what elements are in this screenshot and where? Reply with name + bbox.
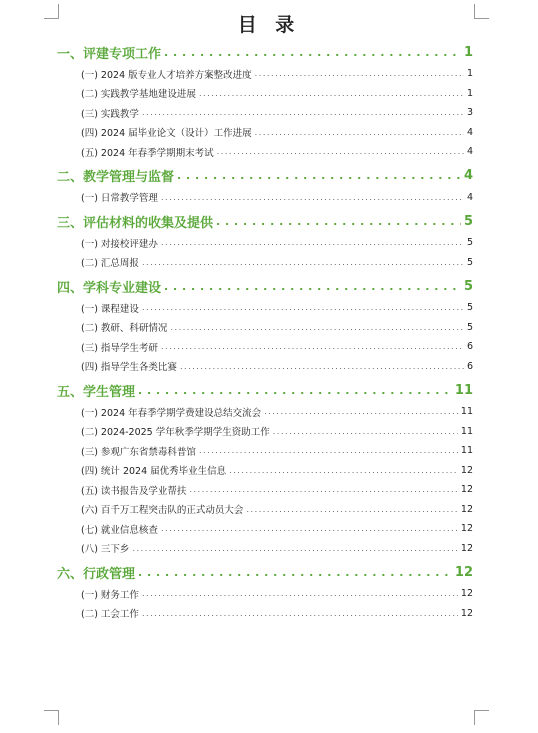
toc-subsection-label: (一) 对接校评建办 <box>81 238 158 250</box>
toc-section-entry[interactable] <box>57 378 473 402</box>
toc-leader-dots <box>180 362 464 371</box>
toc-subsection-entry[interactable] <box>57 103 473 123</box>
toc-subsection-label: (四) 指导学生各类比赛 <box>81 362 177 374</box>
toc-page-number: 5 <box>463 278 473 294</box>
toc-leader-dots <box>255 69 464 78</box>
toc-page-number: 4 <box>466 191 473 203</box>
toc-leader-dots <box>255 128 464 137</box>
toc-leader-dots <box>264 407 458 416</box>
toc-page-number: 12 <box>460 588 473 600</box>
toc-title: 目 录 <box>237 14 301 36</box>
toc-page-number: 5 <box>463 213 473 229</box>
toc-leader-dots <box>273 427 458 436</box>
toc-leader-dots <box>217 147 464 156</box>
toc-subsection-entry[interactable] <box>57 253 473 273</box>
toc-section-entry[interactable] <box>57 164 473 188</box>
toc-subsection-entry[interactable] <box>57 357 473 377</box>
toc-subsection-label: (二) 实践教学基地建设进展 <box>81 89 196 101</box>
toc-leader-dots <box>177 169 461 182</box>
toc-leader-dots <box>164 280 461 293</box>
toc-page-number: 12 <box>460 484 473 496</box>
toc-subsection-entry[interactable] <box>57 500 473 520</box>
toc-leader-dots <box>189 485 457 494</box>
toc-leader-dots <box>199 89 464 98</box>
toc-page-number: 3 <box>466 107 473 119</box>
toc-subsection-entry[interactable] <box>57 84 473 104</box>
toc-section-entry[interactable] <box>57 40 473 64</box>
toc-leader-dots <box>138 384 452 397</box>
toc-page-number: 12 <box>460 523 473 535</box>
toc-page-number: 12 <box>460 607 473 619</box>
toc-section-label: 二、教学管理与监督 <box>57 170 175 185</box>
toc-subsection-label: (二) 工会工作 <box>81 609 139 621</box>
toc-section-label: 三、评估材料的收集及提供 <box>57 215 214 231</box>
toc-subsection-label: (三) 参观广东省禁毒科普馆 <box>81 446 196 458</box>
toc-page-number: 6 <box>466 360 473 372</box>
toc-subsection-entry[interactable] <box>57 123 473 143</box>
toc-page-number: 5 <box>466 256 473 268</box>
page-corner-mark <box>44 710 59 725</box>
toc-subsection-label: (八) 三下乡 <box>81 544 130 556</box>
toc-leader-dots <box>164 46 461 59</box>
toc-section-label: 五、学生管理 <box>57 384 136 400</box>
toc-subsection-label: (四) 统计 2024 届优秀毕业生信息 <box>81 466 227 478</box>
toc-subsection-entry[interactable] <box>57 142 473 162</box>
toc-page-number: 6 <box>466 341 473 353</box>
toc-leader-dots <box>132 544 457 553</box>
toc-subsection-label: (一) 日常教学管理 <box>81 193 158 205</box>
toc-leader-dots <box>229 466 458 475</box>
toc-page-number: 4 <box>466 146 473 158</box>
toc-section-label: 一、评建专项工作 <box>57 46 162 62</box>
table-of-contents <box>57 38 473 623</box>
toc-page-number: 4 <box>463 168 473 183</box>
toc-subsection-entry[interactable] <box>57 188 473 208</box>
toc-subsection-label: (二) 2024-2025 学年秋季学期学生资助工作 <box>81 427 270 439</box>
toc-leader-dots <box>142 108 464 117</box>
toc-subsection-entry[interactable] <box>57 422 473 442</box>
toc-leader-dots <box>142 258 464 267</box>
toc-section-label: 六、行政管理 <box>57 566 136 582</box>
toc-page-number: 11 <box>460 406 473 418</box>
toc-leader-dots <box>161 342 464 351</box>
toc-subsection-label: (一) 课程建设 <box>81 303 139 315</box>
toc-leader-dots <box>216 215 461 228</box>
toc-subsection-entry[interactable] <box>57 539 473 559</box>
toc-page-number: 1 <box>466 68 473 80</box>
toc-leader-dots <box>161 524 458 533</box>
toc-leader-dots <box>161 193 464 202</box>
toc-leader-dots <box>246 505 457 514</box>
toc-subsection-label: (五) 2024 年春季学期期末考试 <box>81 147 214 159</box>
toc-page-number: 11 <box>460 445 473 457</box>
toc-subsection-entry[interactable] <box>57 337 473 357</box>
toc-subsection-entry[interactable] <box>57 584 473 604</box>
toc-subsection-entry[interactable] <box>57 64 473 84</box>
toc-subsection-label: (三) 指导学生考研 <box>81 342 158 354</box>
toc-subsection-entry[interactable] <box>57 461 473 481</box>
toc-subsection-label: (一) 2024 版专业人才培养方案整改进度 <box>81 69 252 81</box>
toc-subsection-label: (一) 2024 年春季学期学费建设总结交流会 <box>81 407 262 419</box>
toc-page-number: 5 <box>466 321 473 333</box>
toc-subsection-entry[interactable] <box>57 441 473 461</box>
toc-subsection-label: (二) 教研、科研情况 <box>81 323 168 335</box>
toc-page-number: 12 <box>460 542 473 554</box>
toc-section-entry[interactable] <box>57 209 473 233</box>
toc-subsection-label: (四) 2024 届毕业论文（设计）工作进展 <box>81 128 252 140</box>
toc-page-number: 1 <box>463 44 473 60</box>
toc-leader-dots <box>161 238 464 247</box>
toc-subsection-label: (六) 百千万工程突击队的正式动员大会 <box>81 505 244 517</box>
toc-subsection-entry[interactable] <box>57 519 473 539</box>
toc-page-number: 1 <box>466 87 473 99</box>
toc-leader-dots <box>142 609 458 618</box>
toc-leader-dots <box>199 446 458 455</box>
toc-subsection-entry[interactable] <box>57 604 473 624</box>
toc-subsection-entry[interactable] <box>57 233 473 253</box>
toc-section-entry[interactable] <box>57 274 473 298</box>
toc-subsection-label: (七) 就业信息核查 <box>81 524 158 536</box>
toc-subsection-label: (三) 实践教学 <box>81 108 139 120</box>
toc-subsection-label: (二) 汇总周报 <box>81 258 139 270</box>
toc-page-number: 11 <box>454 382 473 398</box>
toc-subsection-entry[interactable] <box>57 402 473 422</box>
toc-subsection-label: (一) 财务工作 <box>81 589 139 601</box>
toc-page-number: 5 <box>466 237 473 249</box>
toc-page-number: 5 <box>466 302 473 314</box>
toc-subsection-entry[interactable] <box>57 298 473 318</box>
toc-subsection-entry[interactable] <box>57 318 473 338</box>
toc-section-entry[interactable] <box>57 560 473 584</box>
toc-page-number: 12 <box>460 464 473 476</box>
toc-leader-dots <box>138 566 452 579</box>
toc-leader-dots <box>142 303 464 312</box>
toc-subsection-entry[interactable] <box>57 480 473 500</box>
toc-page-number: 12 <box>460 503 473 515</box>
toc-page-number: 11 <box>460 425 473 437</box>
toc-page-number: 4 <box>466 126 473 138</box>
toc-subsection-label: (五) 读书报告及学业帮扶 <box>81 485 187 497</box>
page-corner-mark <box>474 710 489 725</box>
toc-leader-dots <box>170 323 464 332</box>
toc-leader-dots <box>142 589 458 598</box>
toc-section-label: 四、学科专业建设 <box>57 280 162 296</box>
toc-page-number: 12 <box>454 564 473 580</box>
